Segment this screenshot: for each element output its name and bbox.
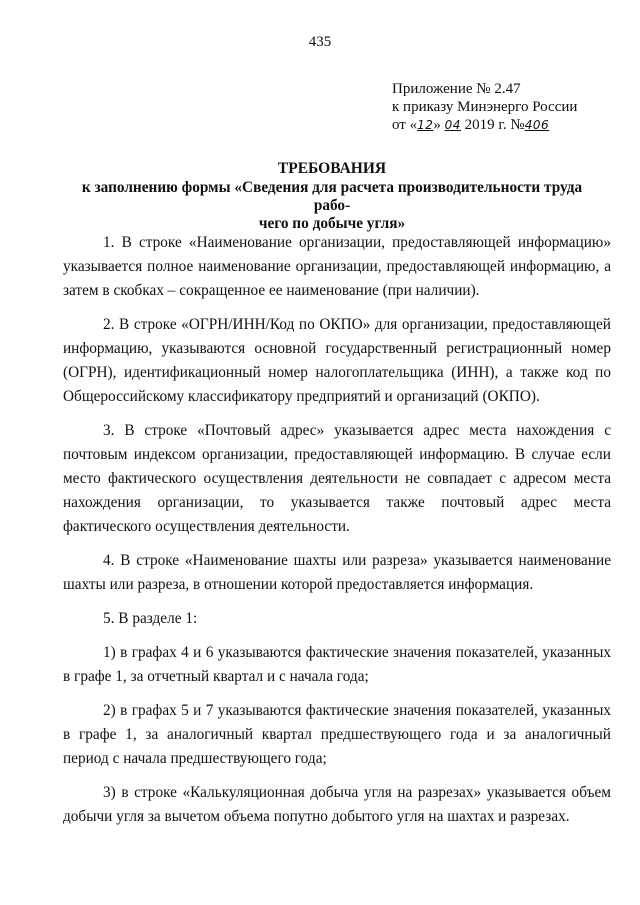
appendix-title: Приложение № 2.47 (392, 81, 521, 97)
paragraph-3: 3. В строке «Почтовый адрес» указывается адрес места нахождения с почтовым индексом организации, предоставляющей информацию. В случае если место фактического осуществления деятельности не совпадает с адресом места нахождения организации, то указывается также почтовый адрес места фактического осуществления деятельности. (63, 422, 611, 535)
paragraph-5-1: 1) в графах 4 и 6 указываются фактические значения показателей, указанных в графе 1, за отчетный квартал и с начала года; (63, 644, 611, 685)
document-title (62, 160, 602, 233)
paragraph-4: 4. В строке «Наименование шахты или разреза» указывается наименование шахты или разреза, в отношении которой предоставляется информация. (63, 552, 611, 593)
appendix-header (392, 80, 577, 134)
handwritten-order-number: 406 (524, 118, 550, 132)
paragraph-2: 2. В строке «ОГРН/ИНН/Код по ОКПО» для организации, предоставляющей информацию, указываются основной государственный регистрационный номер (ОГРН), идентификационный номер налогоплательщика (ИНН), а также код по Общероссийскому классификатору предприятий и организаций (ОКПО). (63, 316, 611, 405)
paragraph-1: 1. В строке «Наименование организации, предоставляющей информацию» указывается полное наименование организации, предоставляющей информацию, а затем в скобках – сокращенное ее наименование (при наличии). (63, 234, 611, 299)
paragraph-5-3: 3) в строке «Калькуляционная добыча угля на разрезах» указывается объем добычи угля за вычетом объема попутно добытого угля на шахтах и разрезах. (63, 784, 611, 825)
page-number: 435 (308, 34, 332, 50)
appendix-order-reference: к приказу Минэнерго России (392, 99, 578, 115)
document-body (63, 231, 611, 839)
paragraph-5: 5. В разделе 1: (103, 610, 198, 627)
appendix-order-date (392, 116, 577, 134)
date-prefix: от « (392, 117, 418, 133)
date-sep: » (433, 117, 445, 133)
date-year: 2019 г. № (460, 117, 525, 133)
title-line-3: чего по добыче угля» (258, 215, 406, 232)
title-line-2: к заполнению формы «Сведения для расчета производительности труда рабо- (81, 179, 583, 214)
handwritten-day: 12 (417, 118, 434, 132)
title-main: ТРЕБОВАНИЯ (277, 160, 387, 177)
handwritten-month: 04 (444, 118, 461, 132)
paragraph-5-2: 2) в графах 5 и 7 указываются фактические значения показателей, указанных в графе 1, за аналогичный квартал предшествующего года и за аналогичный период с начала предшествующего года; (63, 702, 611, 767)
